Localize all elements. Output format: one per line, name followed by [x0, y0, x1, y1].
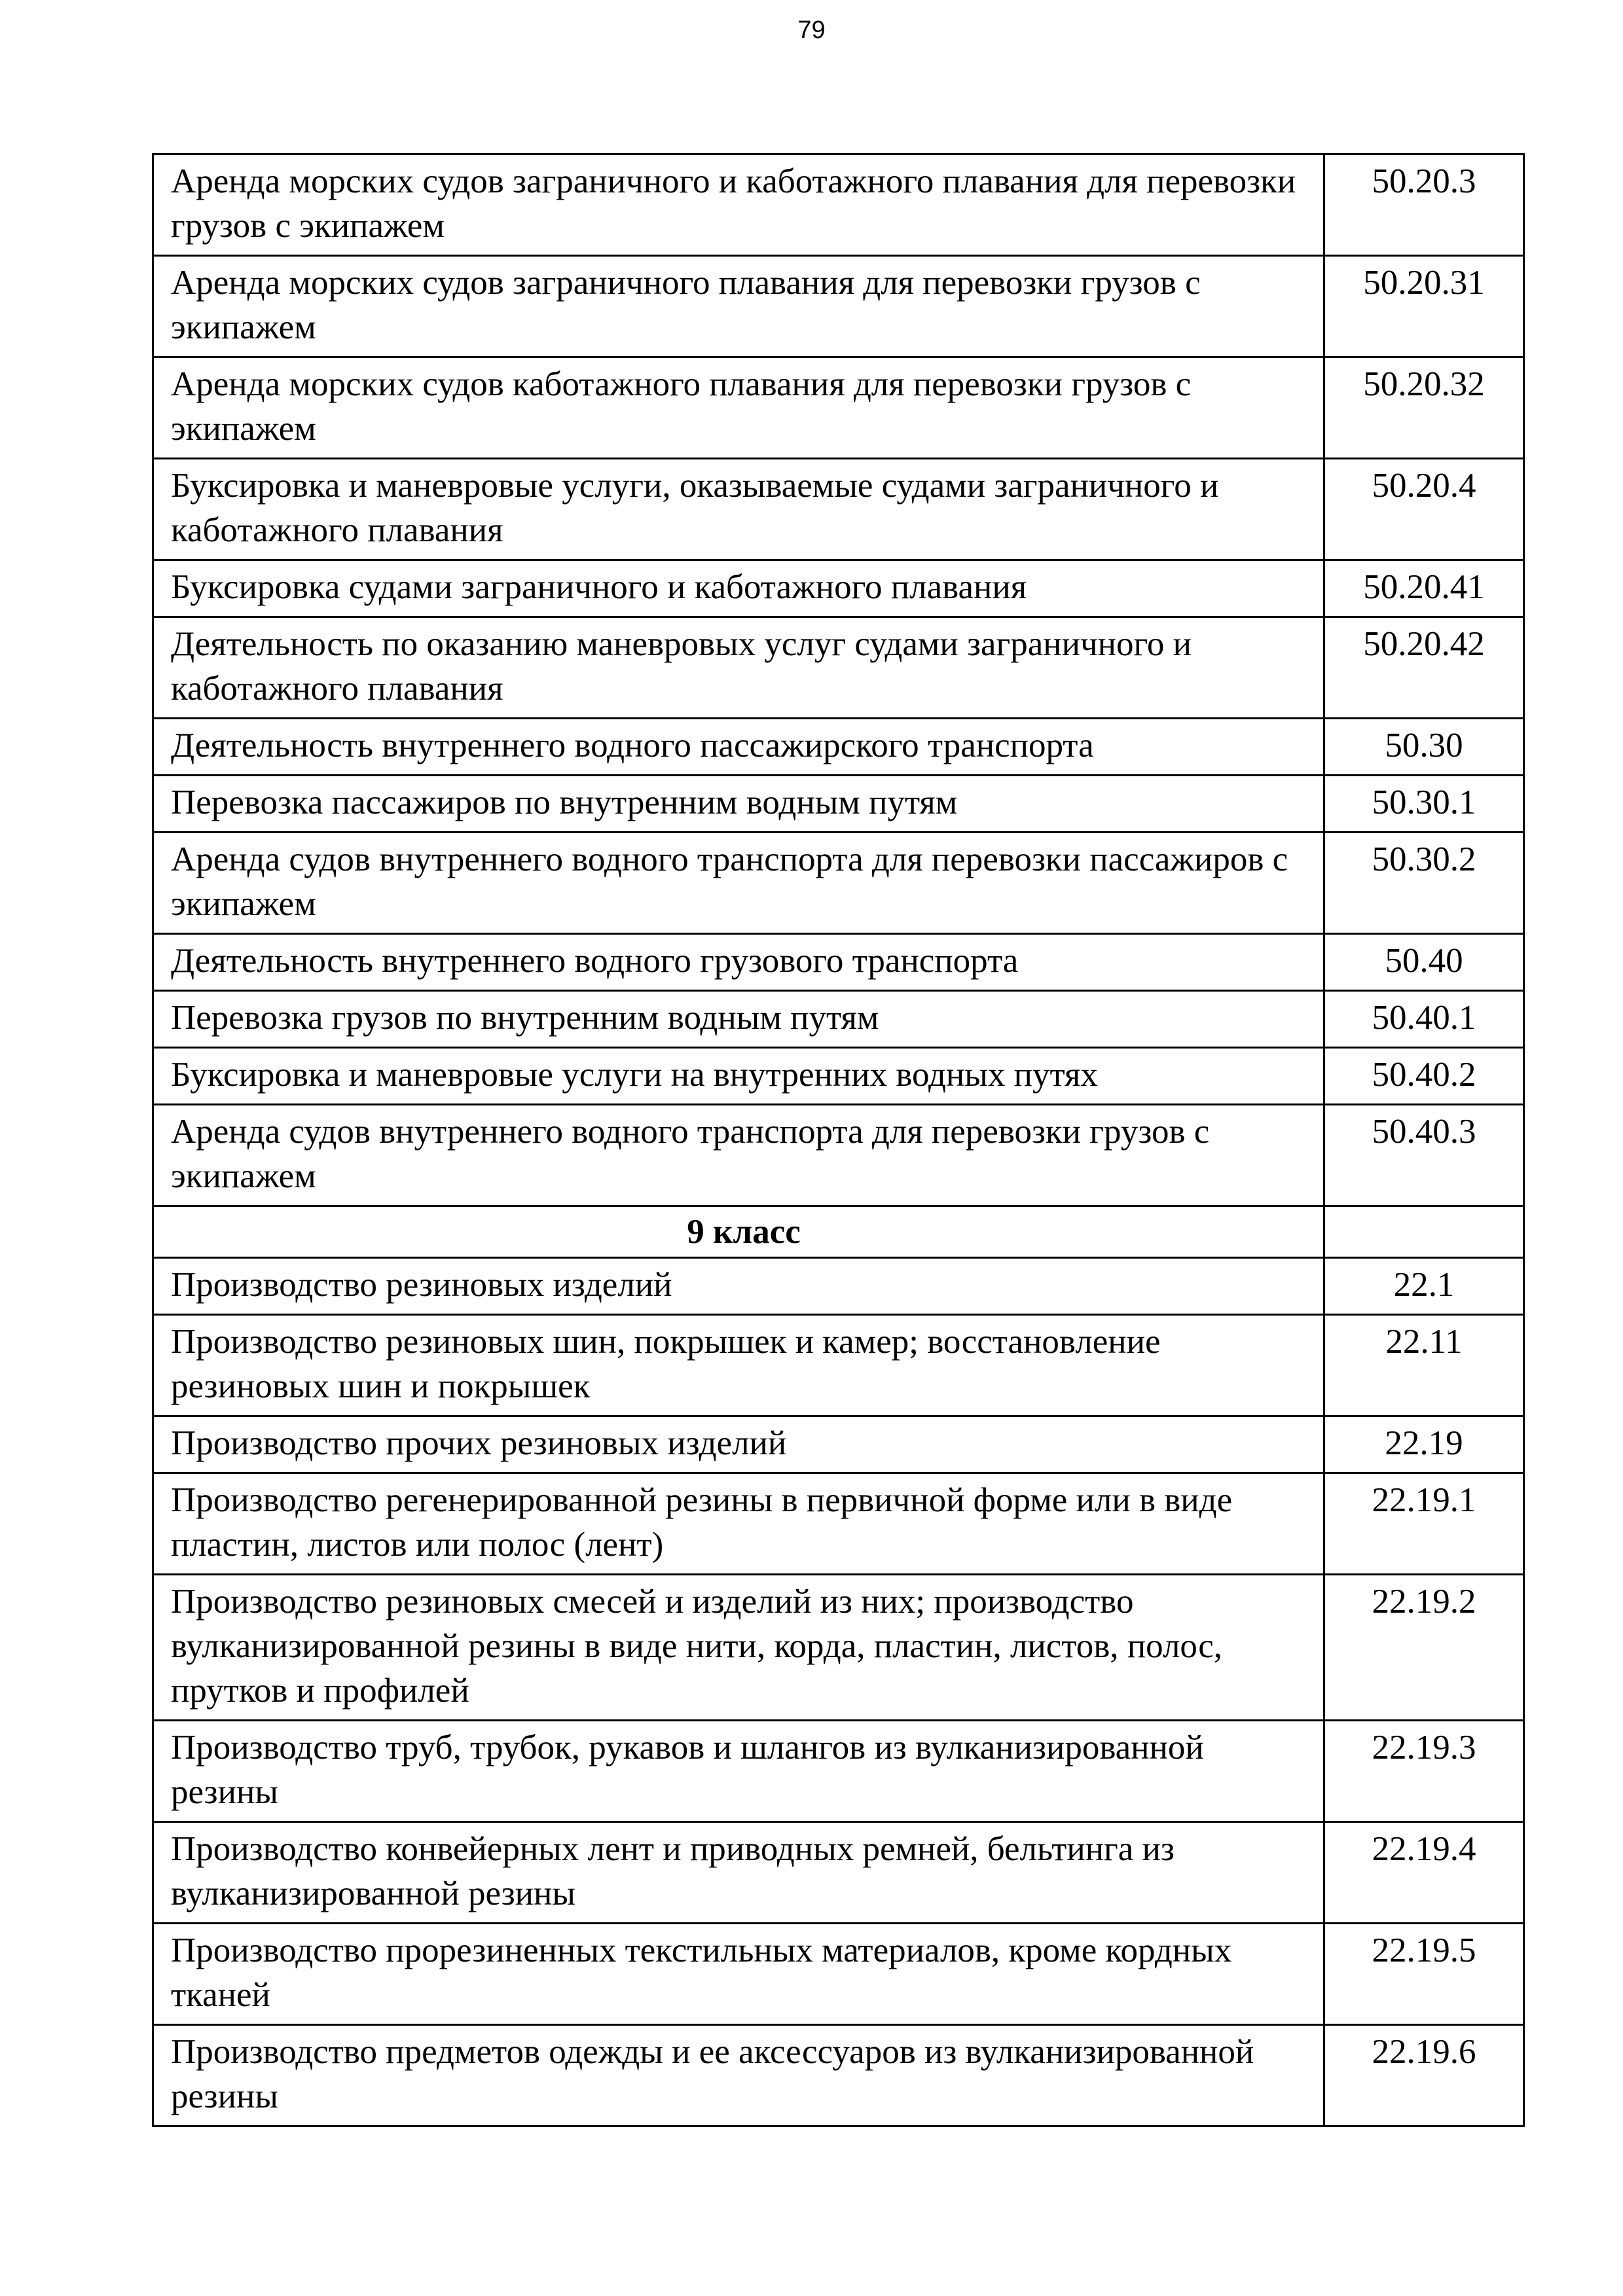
activity-code: 22.19.6	[1324, 2025, 1524, 2126]
activity-description: Деятельность внутреннего водного грузового транспорта	[153, 934, 1324, 991]
activity-code	[1324, 1206, 1524, 1258]
activity-code: 50.20.31	[1324, 256, 1524, 357]
table-row	[153, 1822, 1524, 1924]
section-header-row	[153, 1206, 1524, 1258]
activity-description: Аренда морских судов заграничного плавания для перевозки грузов с экипажем	[153, 256, 1324, 357]
activity-code: 50.20.42	[1324, 617, 1524, 719]
activity-description: Производство резиновых смесей и изделий из них; производство вулканизированной резины в виде нити, корда, пластин, листов, полос, прутков и профилей	[153, 1575, 1324, 1721]
table-row	[153, 2025, 1524, 2126]
activity-description: Аренда судов внутреннего водного транспорта для перевозки пассажиров с экипажем	[153, 833, 1324, 934]
table-body	[153, 154, 1524, 2126]
activity-description: Деятельность внутреннего водного пассажирского транспорта	[153, 719, 1324, 776]
activity-code: 50.20.41	[1324, 560, 1524, 617]
table-row	[153, 776, 1524, 833]
table-row	[153, 1048, 1524, 1105]
table-row	[153, 357, 1524, 459]
table-row	[153, 1315, 1524, 1416]
section-title: 9 класс	[153, 1206, 1324, 1258]
activity-code: 50.40.2	[1324, 1048, 1524, 1105]
activity-description: Производство прорезиненных текстильных материалов, кроме кордных тканей	[153, 1924, 1324, 2025]
activity-description: Аренда судов внутреннего водного транспорта для перевозки грузов с экипажем	[153, 1105, 1324, 1206]
activity-code: 22.19.2	[1324, 1575, 1524, 1721]
activity-description: Перевозка грузов по внутренним водным путям	[153, 991, 1324, 1048]
activity-description: Буксировка судами заграничного и каботажного плавания	[153, 560, 1324, 617]
activity-code: 50.40	[1324, 934, 1524, 991]
activity-code: 50.30.2	[1324, 833, 1524, 934]
activity-description: Перевозка пассажиров по внутренним водным путям	[153, 776, 1324, 833]
table-row	[153, 1105, 1524, 1206]
table-row	[153, 719, 1524, 776]
table-row	[153, 459, 1524, 560]
activity-description: Деятельность по оказанию маневровых услуг судами заграничного и каботажного плавания	[153, 617, 1324, 719]
table-row	[153, 1473, 1524, 1575]
activity-description: Буксировка и маневровые услуги на внутренних водных путях	[153, 1048, 1324, 1105]
activity-description: Аренда морских судов заграничного и каботажного плавания для перевозки грузов с экипажем	[153, 154, 1324, 256]
table-row	[153, 154, 1524, 256]
table-row	[153, 833, 1524, 934]
activity-code: 22.1	[1324, 1258, 1524, 1315]
activity-description: Буксировка и маневровые услуги, оказываемые судами заграничного и каботажного плавания	[153, 459, 1324, 560]
page-number: 79	[797, 16, 826, 44]
table-row	[153, 1416, 1524, 1473]
table-row	[153, 1721, 1524, 1822]
activity-description: Производство труб, трубок, рукавов и шлангов из вулканизированной резины	[153, 1721, 1324, 1822]
activity-code: 50.40.1	[1324, 991, 1524, 1048]
table-row	[153, 1258, 1524, 1315]
activity-description: Производство регенерированной резины в первичной форме или в виде пластин, листов или полос (лент)	[153, 1473, 1324, 1575]
activity-code: 50.20.4	[1324, 459, 1524, 560]
activity-description: Производство конвейерных лент и приводных ремней, бельтинга из вулканизированной резины	[153, 1822, 1324, 1924]
activity-description: Производство резиновых изделий	[153, 1258, 1324, 1315]
activity-code: 22.19.3	[1324, 1721, 1524, 1822]
table-row	[153, 560, 1524, 617]
activity-code: 50.30.1	[1324, 776, 1524, 833]
activity-code: 50.20.32	[1324, 357, 1524, 459]
table-row	[153, 1924, 1524, 2025]
activity-code: 22.19.1	[1324, 1473, 1524, 1575]
table-row	[153, 1575, 1524, 1721]
table-row	[153, 991, 1524, 1048]
table-row	[153, 256, 1524, 357]
activity-code: 22.19	[1324, 1416, 1524, 1473]
activity-code: 22.19.5	[1324, 1924, 1524, 2025]
table-row	[153, 617, 1524, 719]
activity-description: Производство прочих резиновых изделий	[153, 1416, 1324, 1473]
activity-code: 22.19.4	[1324, 1822, 1524, 1924]
activity-code: 50.30	[1324, 719, 1524, 776]
activity-code: 22.11	[1324, 1315, 1524, 1416]
activity-description: Производство резиновых шин, покрышек и камер; восстановление резиновых шин и покрышек	[153, 1315, 1324, 1416]
activity-description: Аренда морских судов каботажного плавания для перевозки грузов с экипажем	[153, 357, 1324, 459]
activity-code: 50.40.3	[1324, 1105, 1524, 1206]
table-row	[153, 934, 1524, 991]
activity-code: 50.20.3	[1324, 154, 1524, 256]
classification-table	[152, 153, 1525, 2127]
activity-description: Производство предметов одежды и ее аксессуаров из вулканизированной резины	[153, 2025, 1324, 2126]
